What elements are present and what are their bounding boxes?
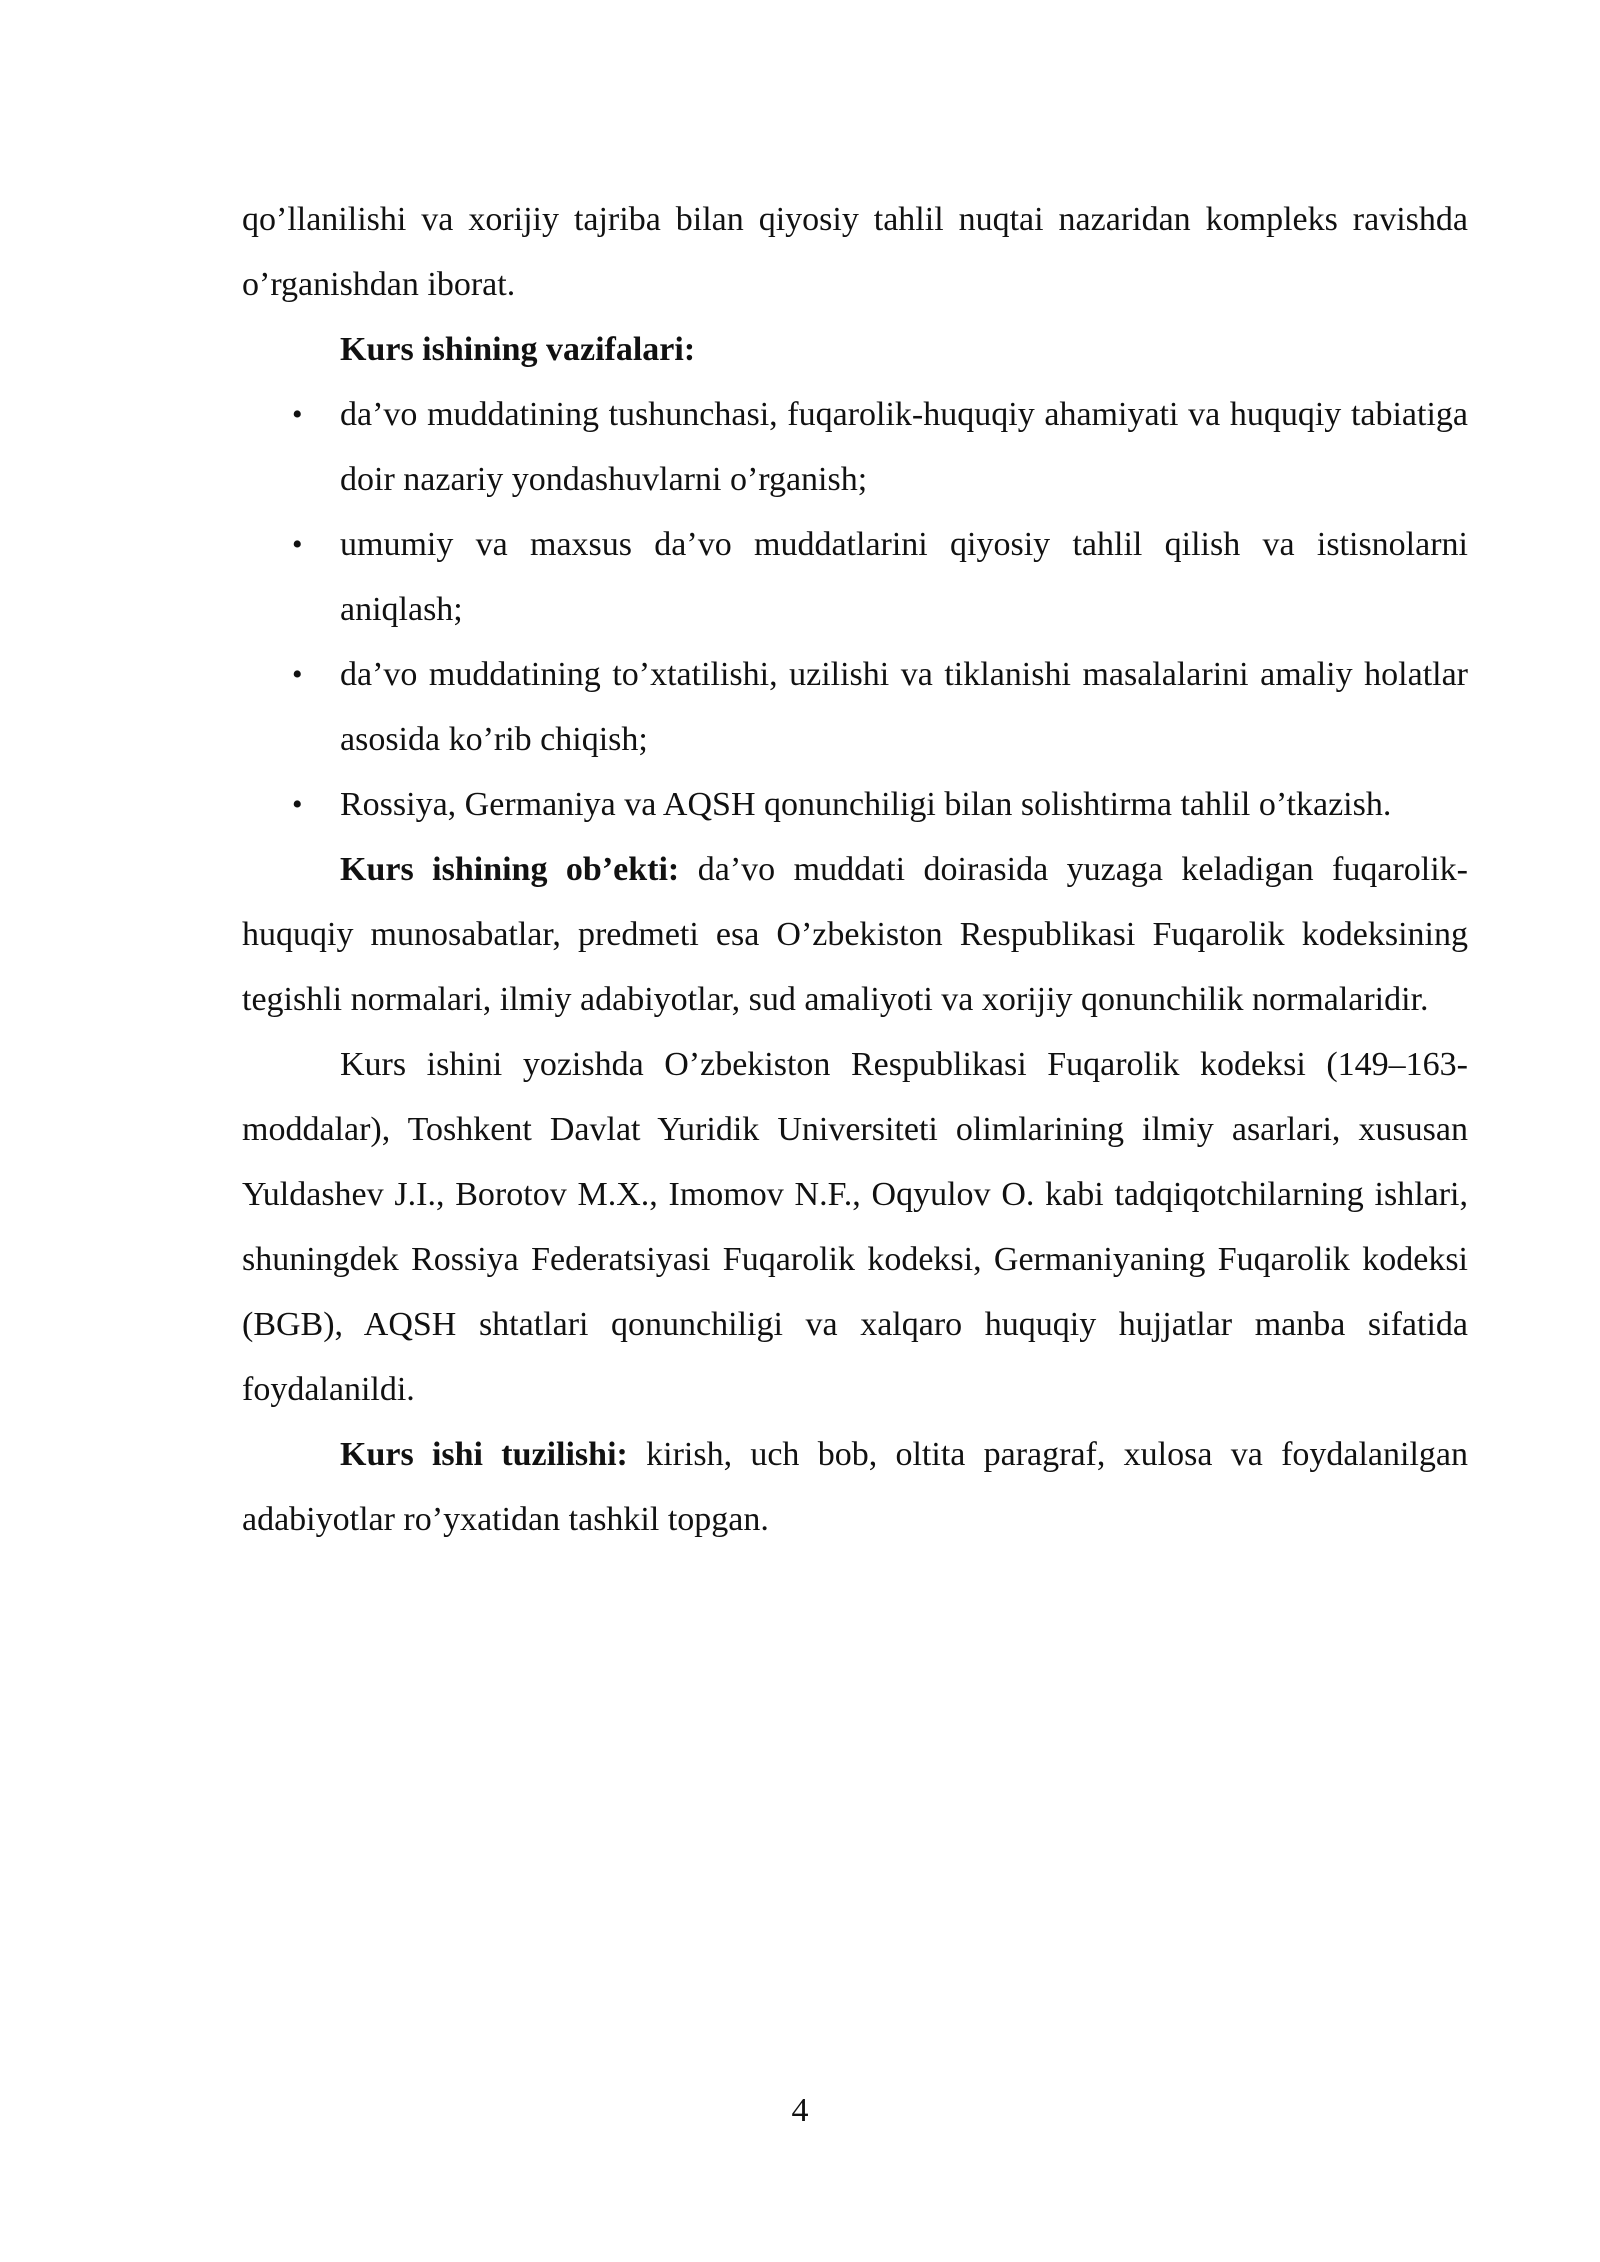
object-paragraph: [242, 837, 1468, 1032]
list-item: [242, 382, 1468, 512]
structure-text: kirish, uch bob, oltita paragraf, xulosa va foydalanilgan adabiyotlar ro’yxatidan tashkil topgan.: [242, 1436, 1469, 1538]
list-item: [242, 642, 1468, 772]
bullet-icon: •: [292, 658, 303, 691]
structure-label: Kurs ishi tuzilishi:: [340, 1436, 628, 1473]
structure-paragraph: [242, 1422, 1468, 1552]
list-item-text: da’vo muddatining to’xtatilishi, uzilishi va tiklanishi masalalarini amaliy holatlar asosida ko’rib chiqish;: [340, 656, 1468, 758]
list-item-text: Rossiya, Germaniya va AQSH qonunchiligi bilan solishtirma tahlil o’tkazish.: [340, 786, 1392, 823]
bullet-icon: •: [292, 398, 303, 431]
object-label: Kurs ishining ob’ekti:: [340, 851, 680, 888]
document-page: [242, 187, 1468, 1552]
tasks-heading: [242, 317, 1468, 382]
object-text: da’vo muddati doirasida yuzaga keladigan fuqarolik-huquqiy munosabatlar, predmeti esa O’zbekiston Respublikasi Fuqarolik kodeksining tegishli normalari, ilmiy adabiyotlar, sud amaliyoti va xorijiy qonunchilik normalaridir.: [242, 851, 1468, 1018]
page-number: 4: [791, 2092, 809, 2129]
bullet-icon: •: [292, 528, 303, 561]
tasks-list: [242, 382, 1468, 837]
intro-paragraph: qo’llanilishi va xorijiy tajriba bilan qiyosiy tahlil nuqtai nazaridan kompleks ravishda o’rganishdan iborat.: [242, 201, 1468, 303]
list-item-text: umumiy va maxsus da’vo muddatlarini qiyosiy tahlil qilish va istisnolarni aniqlash;: [340, 526, 1468, 628]
bullet-icon: •: [292, 788, 303, 821]
list-item: [242, 512, 1468, 642]
list-item-text: da’vo muddatining tushunchasi, fuqarolik-huquqiy ahamiyati va huquqiy tabiatiga doir nazariy yondashuvlarni o’rganish;: [340, 396, 1468, 498]
tasks-heading-label: Kurs ishining vazifalari:: [340, 331, 696, 368]
list-item: [242, 772, 1468, 837]
sources-paragraph: Kurs ishini yozishda O’zbekiston Respublikasi Fuqarolik kodeksi (149–163-moddalar), Toshkent Davlat Yuridik Universiteti olimlarining ilmiy asarlari, xususan Yuldashev J.I., Borotov M.X., Imomov N.F., Oqyulov O. kabi tadqiqotchilarning ishlari, shuningdek Rossiya Federatsiyasi Fuqarolik kodeksi, Germaniyaning Fuqarolik kodeksi (BGB), AQSH shtatlari qonunchiligi va xalqaro huquqiy hujjatlar manba sifatida foydalanildi.: [242, 1046, 1468, 1408]
